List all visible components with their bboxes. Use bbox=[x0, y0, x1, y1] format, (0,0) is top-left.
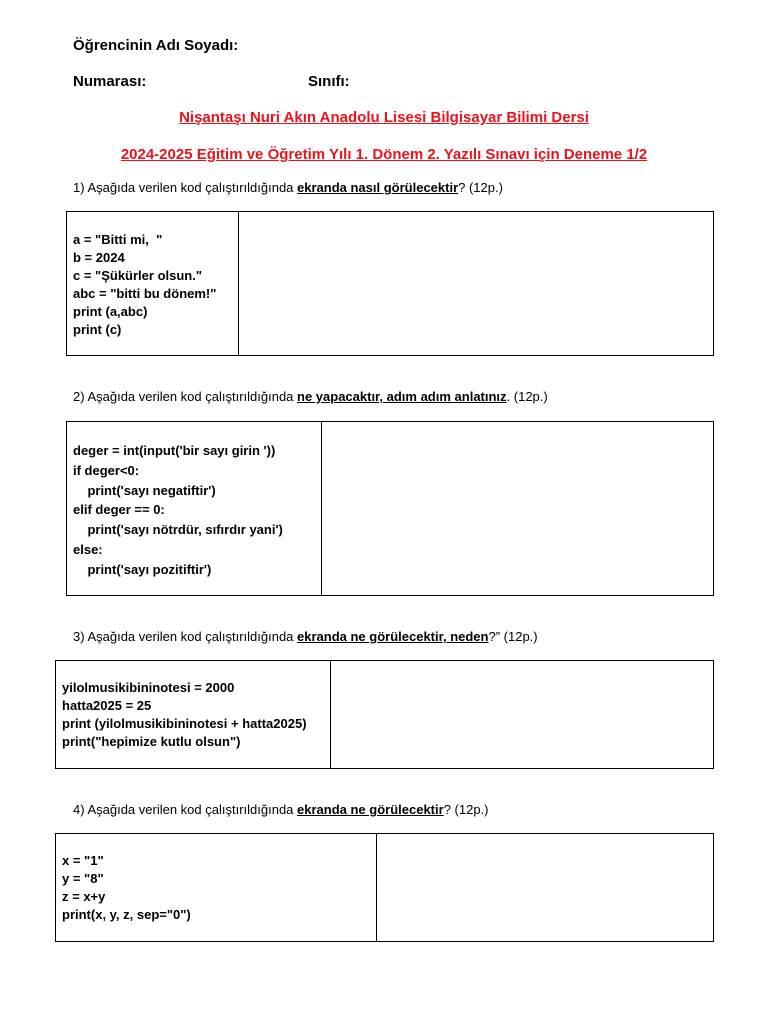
code-line: print('sayı pozitiftir') bbox=[73, 561, 212, 577]
question-1-code bbox=[67, 212, 239, 355]
question-1-emphasis: ekranda nasıl görülecektir bbox=[297, 180, 459, 195]
question-2-answer-area[interactable] bbox=[322, 422, 713, 595]
code-line: print (yilolmusikibininotesi + hatta2025) bbox=[62, 716, 307, 731]
code-line: c = "Şükürler olsun." bbox=[73, 268, 203, 283]
code-line: if deger<0: bbox=[73, 462, 140, 478]
code-line: z = x+y bbox=[62, 889, 106, 904]
exam-title: 2024-2025 Eğitim ve Öğretim Yılı 1. Dönem 2. Yazılı Sınavı için Deneme 1/2 bbox=[120, 146, 648, 163]
code-line: abc = "bitti bu dönem!" bbox=[73, 286, 217, 301]
code-line: a = "Bitti mi, " bbox=[73, 232, 163, 247]
question-3-emphasis: ekranda ne görülecektir, neden bbox=[297, 629, 489, 644]
student-class-label: Sınıfı: bbox=[308, 73, 350, 90]
code-line: hatta2025 = 25 bbox=[62, 698, 152, 713]
code-line: yilolmusikibininotesi = 2000 bbox=[62, 680, 235, 695]
student-name-label: Öğrencinin Adı Soyadı: bbox=[73, 37, 239, 54]
student-number-label: Numarası: bbox=[73, 73, 147, 90]
code-line: print("hepimize kutlu olsun") bbox=[62, 734, 241, 749]
question-4-box bbox=[55, 833, 714, 942]
question-1-box bbox=[66, 211, 714, 356]
question-2-suffix: . (12p.) bbox=[506, 389, 548, 404]
question-1-prefix: 1) Aşağıda verilen kod çalıştırıldığında bbox=[73, 180, 298, 195]
code-line: print('sayı negatiftir') bbox=[73, 482, 216, 498]
code-line: x = "1" bbox=[62, 853, 104, 868]
question-2-code bbox=[67, 422, 322, 595]
question-4-emphasis: ekranda ne görülecektir bbox=[297, 802, 444, 817]
question-3-code bbox=[56, 661, 331, 768]
question-4-text bbox=[73, 802, 489, 817]
question-3-box bbox=[55, 660, 714, 769]
question-2-text bbox=[73, 389, 548, 404]
code-line: print('sayı nötrdür, sıfırdır yani') bbox=[73, 522, 283, 538]
question-2-box bbox=[66, 421, 714, 596]
question-4-code bbox=[56, 834, 377, 941]
question-3-suffix: ?” (12p.) bbox=[488, 629, 538, 644]
code-line: print(x, y, z, sep="0") bbox=[62, 907, 191, 922]
question-1-text bbox=[73, 180, 503, 195]
question-3-answer-area[interactable] bbox=[331, 661, 713, 768]
code-line: print (c) bbox=[73, 322, 122, 337]
code-line: b = 2024 bbox=[73, 250, 125, 265]
code-line: deger = int(input('bir sayı girin ')) bbox=[73, 443, 276, 458]
code-line: else: bbox=[73, 541, 103, 557]
question-4-prefix: 4) Aşağıda verilen kod çalıştırıldığında bbox=[73, 802, 298, 817]
code-line: print (a,abc) bbox=[73, 304, 148, 319]
question-2-emphasis: ne yapacaktır, adım adım anlatınız bbox=[297, 389, 507, 404]
question-2-prefix: 2) Aşağıda verilen kod çalıştırıldığında bbox=[73, 389, 298, 404]
question-1-suffix: ? (12p.) bbox=[458, 180, 503, 195]
question-1-answer-area[interactable] bbox=[239, 212, 713, 355]
code-line: y = "8" bbox=[62, 871, 104, 886]
question-4-answer-area[interactable] bbox=[377, 834, 713, 941]
question-4-suffix: ? (12p.) bbox=[443, 802, 489, 817]
code-line: elif deger == 0: bbox=[73, 502, 165, 518]
school-title: Nişantaşı Nuri Akın Anadolu Lisesi Bilgisayar Bilimi Dersi bbox=[179, 109, 589, 126]
question-3-text bbox=[73, 629, 538, 644]
question-3-prefix: 3) Aşağıda verilen kod çalıştırıldığında bbox=[73, 629, 298, 644]
